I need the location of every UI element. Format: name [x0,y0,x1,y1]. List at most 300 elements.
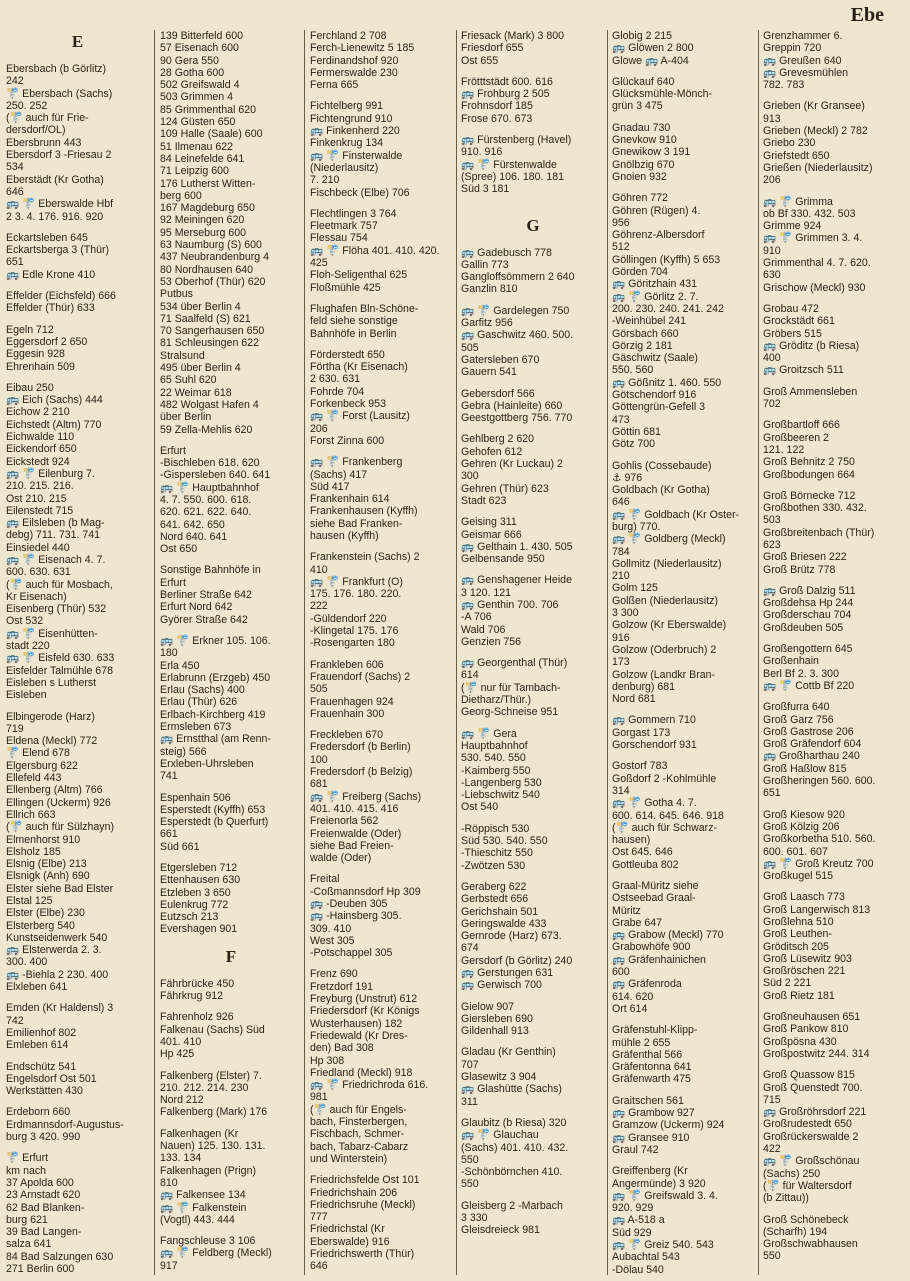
index-entry: Groß Gräfendorf 604 [763,738,862,751]
index-entry: Egeln 712 [6,323,54,336]
index-entry: -Röppisch 530 [461,822,530,835]
index-entry: 550 [461,1153,479,1166]
entry-gap [461,565,605,574]
index-entry: Friedersdorf (Kr Königs [310,1005,420,1018]
index-entry: Eisfelder Talmühle 678 [6,664,113,677]
index-entry: 646 [612,496,630,509]
index-entry: Gehlberg 2 620 [461,433,535,446]
column-divider [758,30,759,1275]
index-entry: Gräfenthal 566 [612,1048,683,1061]
index-entry: Großdeuben 505 [763,621,844,634]
index-entry: Ferdinandshof 920 [310,54,399,67]
entry-gap [310,959,453,968]
index-entry: Gramzow (Uckerm) 924 [612,1119,725,1132]
index-entry: Erla 450 [160,659,200,672]
index-entry: Erlau (Thür) 626 [160,696,238,709]
index-entry: 124 Güsten 650 [160,116,236,129]
index-entry: 300. 400 [6,956,48,969]
index-entry: 🚌 🚏 Erkner 105. 106. [160,634,271,647]
index-entry: Eckartsleben 645 [6,231,88,244]
entry-gap [310,294,453,303]
index-entry: Fredersdorf (b Belzig) [310,766,413,779]
entry-gap [461,648,605,657]
index-entry: denburg) 681 [612,680,676,693]
index-entry: Gröbers 515 [763,327,822,340]
index-entry: 782. 783 [763,79,805,92]
column-divider [154,30,155,1275]
index-entry: Ellrich 663 [6,808,56,821]
entry-gap [310,447,453,456]
index-entry: 🚌 A-518 a [612,1214,665,1227]
index-entry: Friedrichshain 206 [310,1186,398,1199]
index-entry: Groß Gastrose 206 [763,725,854,738]
index-entry: 🚌 🚏 Flöha 401. 410. 420. [310,244,440,257]
index-entry: 503 Grimmen 4 [160,91,234,104]
index-entry: Eisleben [6,689,47,702]
index-entry: 311 [461,1095,478,1108]
index-entry: 🚌 🚏 Finsterwalde [310,149,403,162]
index-column-3 [310,30,453,1278]
index-entry: burg 621 [6,1213,48,1226]
index-entry: 🚌 Gransee 910 [612,1131,690,1144]
column-divider [304,30,305,1275]
index-entry: 210. 215. 216. [6,480,74,493]
index-entry: Großpostwitz 244. 314 [763,1047,870,1060]
index-entry: Gangloffsömmern 2 640 [461,271,575,284]
index-entry: 85 Grimmenthal 620 [160,103,256,116]
entry-gap [6,54,149,63]
index-entry: Ellingen (Uckerm) 926 [6,796,111,809]
entry-gap [763,294,906,303]
index-entry: 92 Meiningen 620 [160,214,245,227]
index-entry: 410 [310,563,328,576]
index-entry: Gollmitz (Niederlausitz) [612,557,722,570]
index-entry: 🚌 -Deuben 305 [310,898,388,910]
index-entry: Geestgottberg 756. 770 [461,412,573,425]
index-entry: 70 Sangerhausen 650 [160,325,265,338]
index-entry: 🚌 Groß Dalzig 511 [763,584,856,597]
index-entry: Gnevkow 910 [612,134,677,147]
index-entry: Süd 929 [612,1226,652,1239]
index-entry: (🚏 für Waltersdorf [763,1179,852,1192]
entry-gap [763,91,906,100]
index-entry: Elxleben 641 [6,981,68,994]
index-entry: Groß Schönebeck [763,1213,849,1226]
index-entry: 401. 410 [160,1035,202,1048]
index-entry: Freital [310,873,340,886]
entry-gap [763,634,906,643]
entry-gap [612,1156,757,1165]
index-entry: 920. 929 [612,1202,654,1215]
index-entry: -Gispersleben 640. 641 [160,469,271,482]
index-entry: 742 [6,1014,24,1027]
index-entry: Georg-Schneise 951 [461,706,559,719]
index-entry: Großpösna 430 [763,1035,837,1048]
index-entry: den) Bad 308 [310,1042,374,1055]
index-entry: Groß Kölzig 206 [763,820,840,833]
index-entry: Großneuhausen 651 [763,1011,861,1024]
index-entry: (Sachs) 417 [310,468,368,481]
index-entry: Bahnhöfe in Berlin [310,327,397,340]
index-entry: Glaubitz (b Riesa) 320 [461,1116,567,1129]
index-entry: 180 [160,647,178,660]
index-entry: Ferchland 2 708 [310,30,387,42]
index-entry: Elsholz 185 [6,845,61,858]
index-entry: 646 [6,185,24,198]
index-column-5 [612,30,757,1278]
entry-gap [160,1119,302,1128]
index-entry: 🚌 🚏 Glauchau [461,1129,539,1142]
index-entry: Falkenhagen (Prign) [160,1164,256,1177]
index-entry: 🚌 Gelthain 1. 430. 505 [461,540,573,553]
index-entry: -Weinhübel 241 [612,315,687,328]
index-entry: 139 Bitterfeld 600 [160,30,244,42]
index-entry: Groß Kiesow 920 [763,808,845,821]
entry-gap [160,936,302,945]
index-entry: Elsnigk (Anh) 690 [6,870,90,883]
index-entry: Glasewitz 3 904 [461,1071,537,1084]
index-entry: Großheringen 560. 600. [763,775,876,788]
index-entry: Förtha (Kr Eisenach) [310,361,408,374]
index-entry: 719 [6,722,24,735]
index-entry: West 305 [310,934,355,947]
entry-gap [461,719,605,728]
index-entry: -Langenberg 530 [461,776,542,789]
index-entry: Großschwabhausen [763,1238,858,1251]
index-entry: -Coßmannsdorf Hp 309 [310,885,421,898]
index-entry: Fleetmark 757 [310,220,378,233]
index-entry: 530. 540. 550 [461,752,526,765]
index-entry: Fährkrug 912 [160,990,224,1003]
index-entry: Erfurt Nord 642 [160,601,233,614]
index-entry: Nauen) 125. 130. 131. [160,1140,266,1153]
index-entry: Glücksmühle-Mönch- [612,88,713,101]
entry-gap [6,1143,149,1152]
index-entry: Frankleben 606 [310,658,384,671]
entry-gap [310,91,453,100]
index-entry: 🚌 🚏 Falkenstein [160,1201,247,1214]
entry-gap [160,1002,302,1011]
index-entry: Ferna 665 [310,79,359,92]
index-entry: Hp 308 [310,1054,345,1067]
index-column-1 [6,30,149,1278]
index-entry: 71 Saalfeld (S) 621 [160,312,251,325]
index-entry: hausen) [612,834,651,847]
index-entry: Fichtelberg 991 [310,100,384,113]
entry-gap [310,199,453,208]
index-entry: 🚌 Gräfenroda [612,978,682,991]
index-entry: Gehren (Kr Luckau) 2 [461,458,563,471]
index-entry: 300 [461,470,479,483]
entry-gap [160,436,302,445]
index-entry: Eilenstedt 715 [6,504,74,517]
index-entry: Göllingen (Kyffh) 5 653 [612,253,721,266]
index-entry: Nord 681 [612,693,656,706]
index-entry: Groß Langerwisch 813 [763,903,871,916]
index-entry: Gorgast 173 [612,726,671,739]
index-entry: Hp 425 [160,1048,195,1061]
entry-gap [461,992,605,1001]
entry-gap [6,1097,149,1106]
index-entry: Gorschendorf 931 [612,739,697,752]
index-entry: siehe Bad Franken- [310,517,403,530]
index-entry: 614 [461,669,479,682]
index-entry: Görzig 2 181 [612,339,673,352]
index-entry: Espenhain 506 [160,791,231,804]
index-entry: 🚌 🚏 Goldberg (Meckl) [612,533,726,546]
index-entry: (Sachs) 250 [763,1167,821,1180]
index-entry: -Rosengarten 180 [310,637,395,650]
index-entry: 🚌 🚏 Großschönau [763,1155,860,1168]
entry-gap [461,205,605,214]
index-entry: Emden (Kr Haldensl) 3 [6,1002,114,1015]
entry-gap [763,377,906,386]
index-entry: Geraberg 622 [461,880,527,893]
index-entry: Gebra (Hainleite) 660 [461,399,563,412]
index-entry: 🚌 🚏 Eilenburg 7. [6,467,95,480]
index-entry: Gernrode (Harz) 673. [461,930,562,943]
index-entry: Gnewikow 3 191 [612,146,691,159]
index-entry: 2 630. 631 [310,373,361,386]
entry-gap [612,451,757,460]
index-entry: Ost 532 [6,615,44,628]
index-entry: Friedewald (Kr Dres- [310,1029,408,1042]
index-entry: (🚏 nur für Tambach- [461,681,561,694]
index-entry: 176 Lutherst Witten- [160,177,256,190]
index-entry: Putbus [160,288,193,301]
entry-gap [310,720,453,729]
index-entry: Gildenhall 913 [461,1025,529,1038]
index-entry: 505 [461,341,479,354]
index-entry: Erdeborn 660 [6,1106,71,1119]
index-entry: burg) 770. [612,520,661,533]
index-entry: (🚏 auch für Engels- [310,1103,407,1116]
index-entry: Großdehsa Hp 244 [763,597,854,610]
index-entry: Eckartsberga 3 (Thür) [6,244,110,257]
index-entry: Erlabrunn (Erzgeb) 450 [160,671,271,684]
index-entry: -Zwötzen 530 [461,859,526,872]
index-entry: Großlehna 510 [763,916,834,928]
index-entry: 80 Nordhausen 640 [160,263,254,276]
entry-gap [160,1061,302,1070]
index-entry: Großbothen 330. 432. [763,502,867,515]
index-entry: Ferch-Lienewitz 5 185 [310,42,415,55]
index-entry: Görden 704 [612,266,668,279]
entry-gap [461,1108,605,1117]
index-entry: 🚌 🚏 Grimmen 3. 4. [763,232,863,245]
index-entry: Fangschleuse 3 106 [160,1235,256,1248]
index-entry: Grobau 472 [763,302,819,315]
index-entry: Süd 417 [310,480,350,493]
index-entry: 271 Berlin 600 [6,1263,75,1276]
index-entry: Eickendorf 650 [6,443,77,456]
index-entry: 175. 176. 180. 220. [310,588,402,601]
index-entry: Aubachtal 543 [612,1251,680,1264]
index-entry: Nord 640. 641 [160,530,228,543]
index-entry: Frose 670. 673 [461,112,533,125]
index-entry: 3 120. 121 [461,586,512,599]
entry-gap [612,871,757,880]
index-entry: Ermsleben 673 [160,721,232,734]
index-entry: 🚌 Großharthau 240 [763,750,860,763]
index-entry: Erfurt [160,576,186,589]
index-entry: Werkstätten 430 [6,1085,83,1098]
entry-gap [6,223,149,232]
index-entry: Frauendorf (Sachs) 2 [310,670,411,683]
index-entry: 600. 630. 631 [6,566,71,579]
index-entry: Großbartloff 666 [763,419,840,432]
index-entry: Eibau 250 [6,381,54,394]
entry-gap [310,1165,453,1174]
index-entry: 🚌 Glashütte (Sachs) [461,1083,562,1096]
index-entry: 🚌 🚏 Greiz 540. 543 [612,1239,714,1252]
index-entry: Grischow (Meckl) 930 [763,281,866,294]
index-entry: 37 Apolda 600 [6,1176,74,1189]
index-entry: Flechtlingen 3 764 [310,207,397,220]
index-entry: 🚌 Frohburg 2 505 [461,88,550,101]
entry-gap [6,1052,149,1061]
index-entry: Großderschau 704 [763,609,852,622]
index-entry: 167 Magdeburg 650 [160,202,255,215]
index-entry: Süd 661 [160,840,200,853]
index-entry: Fahrenholz 926 [160,1011,234,1024]
index-entry: Gostorf 783 [612,760,668,773]
index-entry: Esperstedt (b Querfurt) [160,816,269,829]
entry-gap [612,1015,757,1024]
running-head: Ebe [850,4,884,26]
index-entry: ob Bf 330. 432. 503 [763,207,856,220]
index-entry: Groß Ammensleben [763,385,858,398]
index-entry: Gnoien 932 [612,170,667,183]
index-entry: 7. 210 [310,174,340,187]
index-entry: Engelsdorf Ost 501 [6,1072,97,1085]
index-entry: 🚏 Erfurt [6,1152,49,1165]
index-entry: Nord 212 [160,1094,204,1107]
index-entry: -Thieschitz 550 [461,847,533,860]
index-entry: Gleisdreieck 981 [461,1224,540,1237]
entry-gap [6,702,149,711]
index-entry: Erxleben-Uhrsleben [160,757,254,770]
index-entry: bach, Tabarz-Cabarz [310,1140,409,1153]
index-column-6 [763,30,906,1278]
entry-gap [763,1002,906,1011]
index-entry: Göttengrün-Gefell 3 [612,401,706,414]
index-entry: Eberswalde) 916 [310,1235,390,1248]
section-letter: F [225,946,237,966]
index-entry: Goldbach (Kr Gotha) [612,484,710,497]
index-entry: 651 [6,256,24,269]
entry-gap [310,340,453,349]
index-entry: Großbreitenbach (Thür) [763,526,875,539]
index-entry: Gebersdorf 566 [461,387,535,400]
index-entry: 173 [612,656,630,669]
index-entry: Ebersbach (b Görlitz) [6,63,107,75]
index-entry: Grabe 647 [612,916,663,929]
index-entry: 🚌 🚏 Gotha 4. 7. [612,797,697,810]
index-entry: 620. 621. 622. 640. [160,506,252,519]
index-entry: 133. 134 [160,1152,202,1165]
entry-gap [461,125,605,134]
index-entry: km nach [6,1164,47,1177]
index-entry: 65 Suhl 620 [160,374,217,387]
index-entry: 502 Greifswald 4 [160,79,240,92]
index-entry: 401. 410. 415. 416 [310,802,399,815]
index-entry: Sonstige Bahnhöfe in [160,564,261,577]
entry-gap [612,705,757,714]
index-entry: 🚌 Grambow 927 [612,1107,695,1120]
index-entry: Fährbrücke 450 [160,977,235,990]
index-entry: Ettenhausen 630 [160,874,241,887]
index-entry: Forkenbeck 953 [310,398,386,411]
index-entry: Gauern 541 [461,366,517,379]
index-entry: Etzleben 3 650 [160,886,231,899]
index-entry: Gräfenstuhl-Klipp- [612,1024,698,1037]
index-entry: Wusterhausen) 182 [310,1017,403,1030]
index-entry: (Vogtl) 443. 444 [160,1213,235,1226]
index-entry: Ost 540 [461,801,499,814]
index-entry: Groß Briesen 222 [763,551,847,564]
index-column-4 [461,30,605,1278]
index-entry: Fohrde 704 [310,385,365,398]
index-entry: 206 [763,174,781,187]
index-entry: 🚌 Eich (Sachs) 444 [6,394,103,407]
index-entry: -Bischleben 618. 620 [160,457,260,470]
index-entry: 250. 252 [6,99,48,112]
index-entry: 🚌 Grevesmühlen [763,66,849,79]
index-entry: Erdmannsdorf-Augustus- [6,1118,124,1131]
index-entry: 707 [461,1058,479,1071]
index-entry: Elgersburg 622 [6,759,78,772]
entry-gap [763,187,906,196]
index-entry: (🚏 auch für Mosbach, [6,578,113,591]
index-entry: Groß Laasch 773 [763,891,845,904]
index-entry: Gerichshain 501 [461,905,539,918]
index-entry: 51 Ilmenau 622 [160,140,234,153]
index-entry: 910 [763,244,781,257]
index-entry: Greiffenberg (Kr [612,1165,688,1178]
index-entry: Frenz 690 [310,968,358,981]
entry-gap [6,373,149,382]
index-entry: Stadt 623 [461,494,507,507]
index-entry: 784 [612,545,630,558]
index-entry: Golzow (Kr Eberswalde) [612,619,727,632]
index-entry: Erlau (Sachs) 400 [160,684,245,697]
index-entry: -Kaimberg 550 [461,764,531,777]
index-entry: (🚏 auch für Sülzhayn) [6,821,114,834]
index-entry: Falkenberg (Mark) 176 [160,1106,268,1119]
index-entry: 400 [763,352,781,365]
index-entry: Süd 530. 540. 550 [461,835,548,848]
index-entry: 28 Gotha 600 [160,66,225,79]
entry-gap [763,1060,906,1069]
index-entry: Göhren (Rügen) 4. [612,204,701,217]
index-entry: 🚌 Finkenherd 220 [310,125,400,138]
index-entry: Elster siehe Bad Elster [6,882,114,895]
index-entry: 741 [160,770,178,783]
index-entry: 🚌 🚏 Eberswalde Hbf [6,198,114,211]
index-entry: 309. 410 [310,922,352,935]
index-entry: 550. 560 [612,364,654,377]
index-entry: Frohnsdorf 185 [461,100,533,113]
index-entry: Gröditsch 205 [763,940,829,953]
index-entry: 681 [310,778,328,791]
index-entry: Göhrenz-Albersdorf [612,229,705,242]
index-entry: 715 [763,1093,781,1106]
index-entry: 🚌 Gerwisch 700 [461,979,542,992]
index-entry: Gallin 773 [461,258,509,271]
index-entry: Golzow (Landkr Bran- [612,668,716,681]
index-entry: Glückauf 640 [612,75,675,88]
